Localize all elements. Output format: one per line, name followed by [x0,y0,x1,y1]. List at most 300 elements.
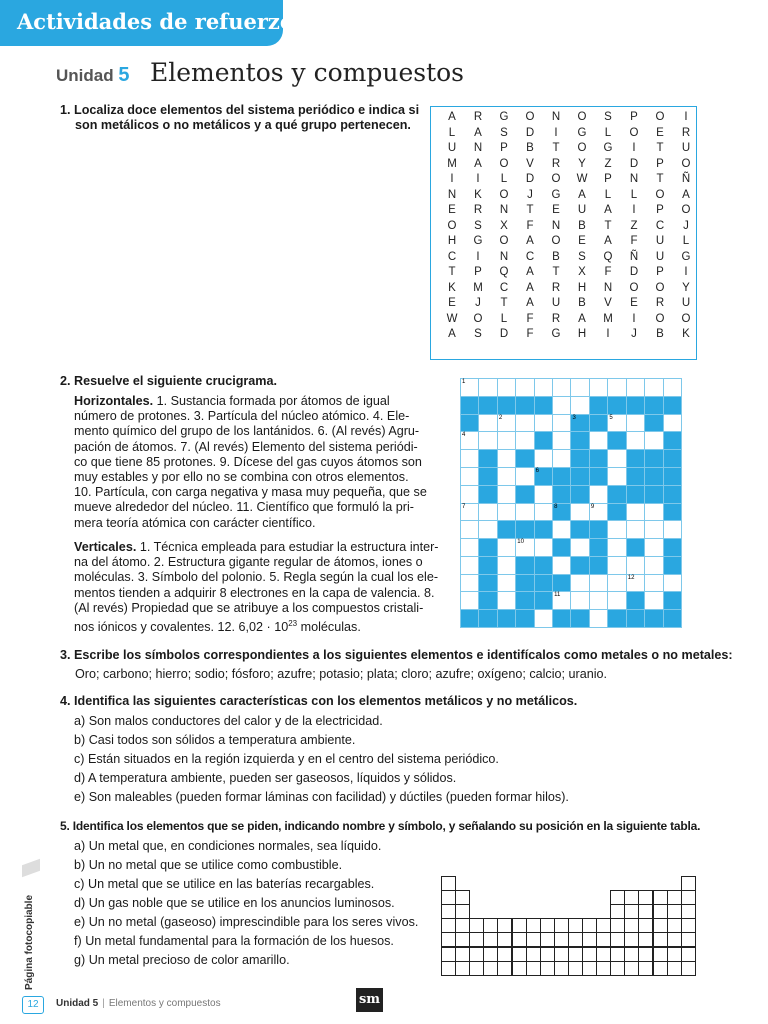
periodic-table-cell[interactable] [512,961,527,976]
periodic-table-cell[interactable] [653,961,668,976]
periodic-table-cell[interactable] [638,961,653,976]
periodic-table-cell[interactable] [441,932,456,947]
word-search-letter: D [629,266,639,278]
periodic-table-cell[interactable] [582,961,597,976]
periodic-table-cell[interactable] [526,932,541,947]
word-search-letter: L [630,188,638,201]
word-search-letter: N [499,204,509,216]
crossword-block [645,397,662,414]
word-search-letter: M [447,157,457,170]
crossword-cell[interactable] [516,415,533,432]
word-search-letter: U [551,297,561,309]
crossword-cell[interactable] [516,432,533,449]
crossword-cell[interactable] [571,397,588,414]
periodic-table-cell[interactable] [638,932,653,947]
crossword-block [571,450,588,467]
word-search-letter: I [476,250,480,263]
crossword-cell[interactable] [461,575,478,592]
word-search-letter: Y [578,157,586,170]
crossword-block [645,486,662,503]
crossword-cell[interactable] [498,432,515,449]
crossword-block [571,415,588,432]
periodic-table-cell[interactable] [483,932,498,947]
periodic-table-cell[interactable] [540,961,555,976]
crossword-cell[interactable] [479,504,496,521]
crossword-cell[interactable] [461,468,478,485]
periodic-table-cell[interactable] [568,918,583,933]
question-4-title: 4. Identifica las siguientes características con los elementos metálicos y no metálicos. [60,694,578,708]
crossword-cell[interactable] [645,379,662,396]
photocopy-icon [22,859,40,878]
crossword-cell[interactable] [535,539,552,556]
periodic-table-cell[interactable] [667,918,682,933]
crossword-cell[interactable] [590,504,607,521]
clue-number: 12 [627,574,635,581]
word-search-letter: S [604,111,612,123]
crossword-cell[interactable] [535,610,552,627]
word-search-letter: K [448,281,456,294]
publisher-logo: sm [356,988,383,1012]
crossword-block [498,397,515,414]
clue-number: 10 [517,539,524,546]
word-search-letter: G [577,126,587,139]
periodic-table-cell[interactable] [624,890,639,905]
q4-item: c) Están situados en la región izquierda y en el centro del sistema periódico. [74,752,499,766]
page-title: Elementos y compuestos [150,58,465,87]
periodic-table-cell[interactable] [610,932,625,947]
periodic-table-cell[interactable] [441,947,456,962]
periodic-table-cell[interactable] [653,932,668,947]
crossword-cell[interactable] [498,504,515,521]
crossword-cell[interactable] [479,521,496,538]
word-search-letter: A [578,188,586,201]
word-search-letter: C [525,250,535,263]
crossword-block [571,468,588,485]
periodic-table-cell[interactable] [441,961,456,976]
crossword-cell[interactable] [498,486,515,503]
crossword-cell[interactable] [461,432,478,449]
crossword-block [479,397,496,414]
crossword-block [571,521,588,538]
crossword-cell[interactable] [553,450,570,467]
word-search-letter: O [655,188,665,201]
crossword-block [535,521,552,538]
periodic-table-cell[interactable] [469,947,484,962]
crossword-block [627,450,644,467]
word-search-letter: P [630,111,638,123]
crossword-block [535,468,552,485]
periodic-table-cell[interactable] [653,918,668,933]
crossword-cell[interactable] [498,575,515,592]
q4-item: d) A temperatura ambiente, pueden ser gaseosos, líquidos y sólidos. [74,771,457,785]
crossword-block [535,397,552,414]
crossword-cell[interactable] [608,557,625,574]
periodic-table-cell[interactable] [638,947,653,962]
crossword-cell[interactable] [608,521,625,538]
word-search-letter: A [474,157,482,170]
crossword-cell[interactable] [627,379,644,396]
periodic-table-cell[interactable] [638,890,653,905]
periodic-table-cell[interactable] [483,961,498,976]
crossword-cell[interactable] [461,379,478,396]
clue-number: 7 [462,503,466,510]
crossword-cell[interactable] [461,450,478,467]
periodic-table-cell[interactable] [512,932,527,947]
periodic-table-cell[interactable] [455,947,470,962]
crossword-cell[interactable] [590,592,607,609]
crossword-cell[interactable] [498,557,515,574]
crossword-block [479,592,496,609]
crossword-block [664,592,681,609]
word-search-letter: O [499,235,509,247]
crossword-cell[interactable] [590,379,607,396]
crossword-cell[interactable] [479,432,496,449]
word-search-letter: L [500,173,508,185]
periodic-table-cell[interactable] [497,918,512,933]
word-search-letter: S [500,126,508,139]
periodic-table-cell[interactable] [582,918,597,933]
word-search-letter: E [448,204,456,216]
crossword-cell[interactable] [461,504,478,521]
word-search-letter: P [656,157,664,170]
periodic-table-cell[interactable] [455,961,470,976]
crossword-grid [460,378,682,628]
periodic-table-cell[interactable] [638,904,653,919]
crossword-block [627,397,644,414]
periodic-table-cell[interactable] [610,904,625,919]
crossword-block [664,539,681,556]
crossword-cell[interactable] [627,521,644,538]
crossword-block [479,468,496,485]
footer-text: Unidad 5 | Elementos y compuestos [56,998,221,1009]
word-search-letter: T [656,173,664,185]
page-number: 12 [22,996,44,1014]
crossword-cell[interactable] [461,592,478,609]
crossword-cell[interactable] [553,592,570,609]
word-search-letter: P [656,204,664,216]
periodic-table-cell[interactable] [653,947,668,962]
crossword-block [664,557,681,574]
periodic-table-cell[interactable] [681,918,696,933]
crossword-cell[interactable] [535,486,552,503]
word-search-letter: G [499,111,509,123]
q5-item: e) Un no metal (gaseoso) imprescindible para los seres vivos. [74,915,419,929]
periodic-table-cell[interactable] [667,947,682,962]
word-search-letter: J [683,219,689,232]
crossword-cell[interactable] [627,432,644,449]
periodic-table-cell[interactable] [681,904,696,919]
crossword-cell[interactable] [479,379,496,396]
crossword-cell[interactable] [461,486,478,503]
crossword-cell[interactable] [571,504,588,521]
periodic-table-cell[interactable] [568,947,583,962]
periodic-table-cell[interactable] [526,961,541,976]
periodic-table-cell[interactable] [469,932,484,947]
periodic-table-cell[interactable] [653,890,668,905]
word-search-letter: I [606,328,610,340]
crossword-cell[interactable] [608,379,625,396]
word-search-letter: B [552,250,560,263]
periodic-table-cell[interactable] [554,961,569,976]
word-search-letter: T [604,219,612,232]
crossword-cell[interactable] [627,504,644,521]
periodic-table-cell[interactable] [455,932,470,947]
periodic-table-cell[interactable] [469,961,484,976]
crossword-cell[interactable] [627,575,644,592]
crossword-cell[interactable] [590,486,607,503]
periodic-table-cell[interactable] [596,918,611,933]
periodic-table-cell[interactable] [624,932,639,947]
crossword-cell[interactable] [516,379,533,396]
word-search-letter: E [630,297,638,309]
periodic-table-cell[interactable] [455,890,470,905]
word-search-letter: L [604,126,612,139]
crossword-cell[interactable] [645,575,662,592]
periodic-table-cell[interactable] [667,961,682,976]
periodic-table-cell[interactable] [610,947,625,962]
crossword-cell[interactable] [553,379,570,396]
word-search-letter: S [474,219,482,232]
crossword-cell[interactable] [535,504,552,521]
periodic-table-cell[interactable] [526,918,541,933]
crossword-cell[interactable] [571,575,588,592]
crossword-cell[interactable] [461,521,478,538]
periodic-table-cell[interactable] [554,932,569,947]
crossword-cell[interactable] [608,450,625,467]
question-5-title: 5. Identifica los elementos que se piden, indicando nombre y símbolo, y señalando su posición en la siguiente tabla. [60,819,701,833]
crossword-cell[interactable] [498,592,515,609]
word-search-letter: F [526,328,534,340]
q5-item: b) Un no metal que se utilice como combustible. [74,858,343,872]
crossword-cell[interactable] [608,415,625,432]
periodic-table-cell[interactable] [455,904,470,919]
periodic-table-cell[interactable] [554,918,569,933]
crossword-cell[interactable] [553,521,570,538]
periodic-table-cell[interactable] [512,918,527,933]
periodic-table-cell[interactable] [610,961,625,976]
crossword-cell[interactable] [553,432,570,449]
crossword-cell[interactable] [645,539,662,556]
word-search-letter: I [684,111,688,123]
periodic-table-cell[interactable] [568,961,583,976]
word-search-letter: P [604,173,612,185]
periodic-table-cell[interactable] [554,947,569,962]
periodic-table-cell[interactable] [455,918,470,933]
crossword-cell[interactable] [608,592,625,609]
word-search-letter: Z [630,219,638,232]
word-search-letter: O [473,312,483,325]
periodic-table-cell[interactable] [610,918,625,933]
crossword-cell[interactable] [498,539,515,556]
word-search-letter: Q [603,250,613,263]
crossword-cell[interactable] [664,575,681,592]
crossword-cell[interactable] [461,557,478,574]
crossword-block [590,468,607,485]
crossword-cell[interactable] [535,379,552,396]
crossword-block [535,557,552,574]
crossword-cell[interactable] [535,415,552,432]
periodic-table-cell[interactable] [681,890,696,905]
word-search-letter: F [630,235,638,247]
periodic-table-cell[interactable] [624,961,639,976]
word-search-letter: L [682,235,690,247]
word-search-letter: W [576,173,588,185]
crossword-block [479,539,496,556]
periodic-table-cell[interactable] [624,918,639,933]
periodic-table-cell[interactable] [653,904,668,919]
crossword-cell[interactable] [479,415,496,432]
word-search-letter: G [603,142,613,154]
word-search-letter: E [448,297,456,309]
crossword-cell[interactable] [664,379,681,396]
periodic-table-cell[interactable] [638,918,653,933]
crossword-cell[interactable] [645,557,662,574]
word-search-letter: B [526,142,534,154]
crossword-cell[interactable] [516,539,533,556]
crossword-cell[interactable] [645,504,662,521]
periodic-table-cell[interactable] [681,876,696,891]
crossword-cell[interactable] [664,415,681,432]
periodic-table-cell[interactable] [624,947,639,962]
periodic-table-cell[interactable] [512,947,527,962]
periodic-table-cell[interactable] [526,947,541,962]
periodic-table-cell[interactable] [497,932,512,947]
crossword-block [645,468,662,485]
periodic-table-cell[interactable] [610,890,625,905]
periodic-table-cell[interactable] [497,961,512,976]
word-search-letter: I [632,142,636,154]
periodic-table-cell[interactable] [483,918,498,933]
word-search-letter: I [476,173,480,185]
question-1: 1. Localiza doce elementos del sistema periódico e indica si son metálicos o no metálicos y a qué grupo pertenecen. [60,103,420,132]
word-search-letter: U [447,142,457,154]
periodic-table-cell[interactable] [441,918,456,933]
periodic-table-cell[interactable] [624,904,639,919]
word-search-letter: J [527,188,533,201]
crossword-cell[interactable] [461,539,478,556]
periodic-table-cell[interactable] [681,947,696,962]
crossword-block [645,450,662,467]
crossword-cell[interactable] [590,432,607,449]
periodic-table-cell[interactable] [596,932,611,947]
q5-item: c) Un metal que se utilice en las baterías recargables. [74,877,375,891]
crossword-cell[interactable] [516,468,533,485]
word-search-letter: R [473,111,483,123]
word-search-letter: S [474,328,482,340]
crossword-cell[interactable] [590,610,607,627]
crossword-cell[interactable] [664,521,681,538]
crossword-cell[interactable] [498,468,515,485]
crossword-block [479,450,496,467]
word-search-letter: T [448,266,456,278]
crossword-cell[interactable] [608,468,625,485]
crossword-cell[interactable] [553,557,570,574]
word-search-letter: O [551,173,561,185]
periodic-table-cell[interactable] [681,961,696,976]
periodic-table-cell[interactable] [441,876,456,891]
crossword-cell[interactable] [645,432,662,449]
word-search-letter: O [681,312,691,325]
periodic-table-cell[interactable] [582,932,597,947]
word-search-letter: O [681,157,691,170]
word-search-letter: A [578,312,586,325]
periodic-table-cell[interactable] [540,947,555,962]
crossword-cell[interactable] [627,557,644,574]
word-search-grid [439,110,699,343]
crossword-block [645,610,662,627]
crossword-cell[interactable] [645,521,662,538]
crossword-cell[interactable] [498,379,515,396]
word-search-letter: D [525,126,535,139]
periodic-table-cell[interactable] [596,947,611,962]
word-search-letter: A [604,204,612,216]
periodic-table-cell[interactable] [667,890,682,905]
crossword-block [608,486,625,503]
crossword-cell[interactable] [553,415,570,432]
periodic-table-cell[interactable] [596,961,611,976]
crossword-block [627,486,644,503]
crossword-cell[interactable] [627,415,644,432]
crossword-block [627,592,644,609]
word-search-letter: H [577,281,587,294]
word-search-letter: R [655,297,665,309]
periodic-table-cell[interactable] [441,890,456,905]
periodic-table-cell[interactable] [568,932,583,947]
word-search-letter: G [681,250,691,263]
crossword-cell[interactable] [608,575,625,592]
vertical-clues: Verticales. 1. Técnica empleada para estudiar la estructura inter- na del átomo. 2. Estructura gigante regular de átomos, iones o moléculas. 3. Símbolo del polonio. 5. Regla según la cual los ele- mentos tienden a adquirir 8 electrones en la capa de valencia. 8. (Al revés) Propiedad que se atribuye a los compuestos cristali- nos iónicos y covalentes. 12. $6,02 \cdot 10^{23}$ moléculas. [74,540,439,635]
crossword-cell[interactable] [553,397,570,414]
crossword-cell[interactable] [498,415,515,432]
crossword-cell[interactable] [571,592,588,609]
crossword-cell[interactable] [571,379,588,396]
periodic-table-cell[interactable] [582,947,597,962]
periodic-table-cell[interactable] [667,932,682,947]
periodic-table-cell[interactable] [667,904,682,919]
crossword-cell[interactable] [608,539,625,556]
periodic-table-cell[interactable] [681,932,696,947]
crossword-block [645,415,662,432]
horizontal-clues: Horizontales. 1. Sustancia formada por átomos de igual número de protones. 3. Partícula del núcleo atómico. 4. Ele- mento químico del grupo de los lantánidos. 6. (Al revés) Agru- pación de átomos. 7. (Al revés) Elemento del sistema periódi- co que tiene 85 protones. 9. Dícese del gas cuyos átomos son muy estables y por ello no se combina con otros elementos. 10. Partícula, con carga negativa y masa muy pequeña, que se mueve alrededor del núcleo. 11. Científico que formuló la pri- mera teoría atómica con carácter científico. [74,394,427,530]
word-search-frame [430,106,697,360]
clue-number: 2 [498,414,503,421]
crossword-cell[interactable] [516,504,533,521]
periodic-table-cell[interactable] [497,947,512,962]
periodic-table-cell[interactable] [540,918,555,933]
q5-item: g) Un metal precioso de color amarillo. [74,953,290,967]
word-search-letter: O [577,142,587,154]
crossword-cell[interactable] [535,450,552,467]
word-search-letter: O [655,281,665,294]
word-search-letter: T [656,142,664,154]
word-search-letter: G [551,328,561,340]
crossword-cell[interactable] [571,539,588,556]
word-search-letter: I [450,173,454,185]
q5-item: a) Un metal que, en condiciones normales, sea líquido. [74,839,382,853]
periodic-table-cell[interactable] [469,918,484,933]
word-search-letter: M [473,281,483,294]
crossword-cell[interactable] [590,575,607,592]
crossword-block [608,397,625,414]
word-search-letter: A [448,111,456,123]
crossword-cell[interactable] [645,592,662,609]
word-search-letter: T [500,297,508,309]
word-search-letter: H [577,328,587,340]
crossword-cell[interactable] [498,450,515,467]
periodic-table-cell[interactable] [483,947,498,962]
periodic-table-cell[interactable] [441,904,456,919]
periodic-table-cell[interactable] [540,932,555,947]
